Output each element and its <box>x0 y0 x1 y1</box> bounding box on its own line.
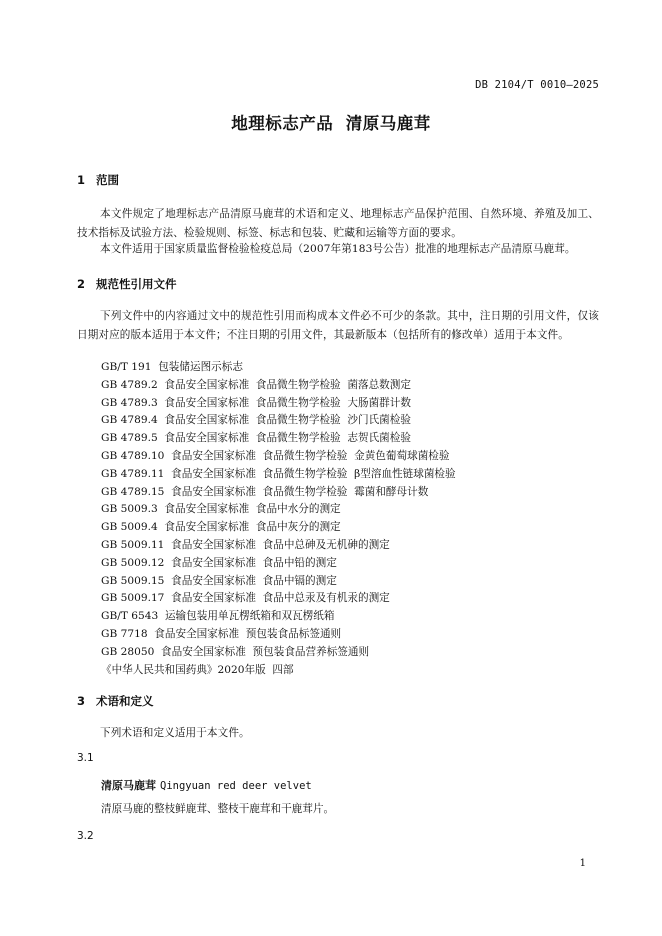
clause-number: 3.1 <box>77 752 94 764</box>
document-number: DB 2104/T 0010—2025 <box>475 79 599 91</box>
reference-item: GB 5009.4 食品安全国家标准 食品中灰分的测定 <box>101 521 341 534</box>
reference-list <box>101 359 456 679</box>
reference-item: GB 5009.12 食品安全国家标准 食品中铅的测定 <box>101 556 337 569</box>
term-english: Qingyuan red deer velvet <box>160 780 312 792</box>
section-number: 1 <box>77 173 86 187</box>
section-1-heading <box>77 172 119 188</box>
section-3-heading <box>77 693 154 709</box>
reference-item: GB 4789.15 食品安全国家标准 食品微生物学检验 霉菌和酵母计数 <box>101 485 429 498</box>
normative-intro-paragraph: 下列文件中的内容通过文中的规范性引用而构成本文件必不可少的条款。其中，注日期的引用文件，仅该日期对应的版本适用于本文件；不注日期的引用文件，其最新版本（包括所有的修改单）适用于本文件。 <box>77 310 599 341</box>
term-definition: 清原马鹿的整枝鲜鹿茸、整枝干鹿茸和干鹿茸片。 <box>101 803 335 815</box>
term-entry <box>101 777 312 793</box>
reference-item: GB 5009.3 食品安全国家标准 食品中水分的测定 <box>101 503 341 516</box>
section-title: 规范性引用文件 <box>96 277 177 291</box>
reference-item: GB 4789.3 食品安全国家标准 食品微生物学检验 大肠菌群计数 <box>101 396 411 409</box>
page-number: 1 <box>579 858 586 869</box>
term-chinese: 清原马鹿茸 <box>101 779 156 792</box>
reference-item: GB/T 6543 运输包装用单瓦楞纸箱和双瓦楞纸箱 <box>101 610 335 623</box>
section-2-heading <box>77 276 177 292</box>
reference-item: GB 7718 食品安全国家标准 预包装食品标签通则 <box>101 627 342 640</box>
reference-item: GB/T 191 包装储运图示标志 <box>101 361 243 373</box>
reference-item: GB 4789.4 食品安全国家标准 食品微生物学检验 沙门氏菌检验 <box>101 414 411 427</box>
reference-item: GB 4789.10 食品安全国家标准 食品微生物学检验 金黄色葡萄球菌检验 <box>101 449 450 462</box>
scope-paragraph-2: 本文件适用于国家质量监督检验检疫总局（2007年第183号公告）批准的地理标志产品清原马鹿茸。 <box>100 243 576 255</box>
reference-item: GB 4789.5 食品安全国家标准 食品微生物学检验 志贺氏菌检验 <box>101 432 411 445</box>
reference-item: GB 4789.2 食品安全国家标准 食品微生物学检验 菌落总数测定 <box>101 378 411 391</box>
scope-paragraph-1: 本文件规定了地理标志产品清原马鹿茸的术语和定义、地理标志产品保护范围、自然环境、养殖及加工、技术指标及试验方法、检验规则、标签、标志和包装、贮藏和运输等方面的要求。 <box>77 208 599 239</box>
reference-item: GB 4789.11 食品安全国家标准 食品微生物学检验 β型溶血性链球菌检验 <box>101 467 456 480</box>
document-title: 地理标志产品 清原马鹿茸 <box>231 114 431 133</box>
reference-item: GB 5009.17 食品安全国家标准 食品中总汞及有机汞的测定 <box>101 592 390 605</box>
section-title: 术语和定义 <box>96 694 154 708</box>
terms-intro-paragraph: 下列术语和定义适用于本文件。 <box>100 727 250 739</box>
reference-item: GB 5009.15 食品安全国家标准 食品中镉的测定 <box>101 574 337 587</box>
reference-item: GB 5009.11 食品安全国家标准 食品中总砷及无机砷的测定 <box>101 538 390 551</box>
section-number: 2 <box>77 277 86 291</box>
section-number: 3 <box>77 694 86 708</box>
section-title: 范围 <box>96 173 119 187</box>
reference-item: 《中华人民共和国药典》2020年版 四部 <box>101 663 294 676</box>
reference-item: GB 28050 食品安全国家标准 预包装食品营养标签通则 <box>101 645 370 658</box>
clause-number: 3.2 <box>77 830 94 842</box>
